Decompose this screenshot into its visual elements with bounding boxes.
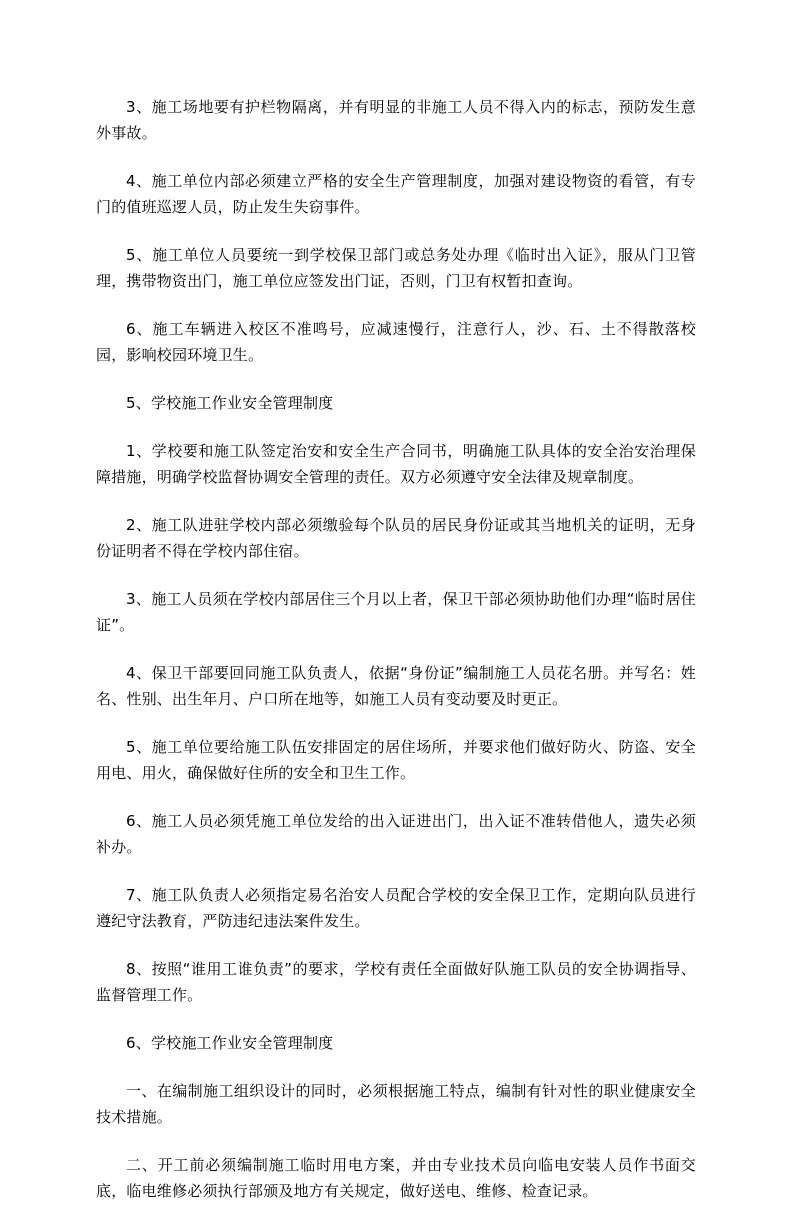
paragraph-security-staff: 7、施工队负责人必须指定易名治安人员配合学校的安全保卫工作，定期向队员进行遵纪守法教育，严防违纪违法案件发生。 <box>96 886 696 930</box>
paragraph-responsibility: 8、按照“谁用工谁负责”的要求，学校有责任全面做好队施工队员的安全协调指导、监督管理工作。 <box>96 960 696 1004</box>
document-body <box>96 94 696 1226</box>
paragraph-residence-permit: 3、施工人员须在学校内部居住三个月以上者，保卫干部必须协助他们办理“临时居住证”。 <box>96 590 696 634</box>
section-heading-5: 5、学校施工作业安全管理制度 <box>126 394 334 412</box>
paragraph-internal-safety-management: 4、施工单位内部必须建立严格的安全生产管理制度，加强对建设物资的看管，有专门的值班巡逻人员，防止发生失窃事件。 <box>96 172 696 216</box>
paragraph-temporary-power: 二、开工前必须编制施工临时用电方案，并由专业技术员向临电安装人员作书面交底，临电维修必须执行部颁及地方有关规定，做好送电、维修、检查记录。 <box>96 1156 696 1200</box>
paragraph-temporary-pass: 5、施工单位人员要统一到学校保卫部门或总务处办理《临时出入证》，服从门卫管理，携带物资出门，施工单位应签发出门证，否则，门卫有权暂扣查询。 <box>96 246 696 290</box>
section-heading-6: 6、学校施工作业安全管理制度 <box>126 1034 334 1052</box>
paragraph-living-quarters: 5、施工单位要给施工队伍安排固定的居住场所，并要求他们做好防火、防盗、安全用电、用火，确保做好住所的安全和卫生工作。 <box>96 738 696 782</box>
paragraph-entry-pass: 6、施工人员必须凭施工单位发给的出入证进出门，出入证不准转借他人，遗失必须补办。 <box>96 812 696 856</box>
paragraph-worker-roster: 4、保卫干部要回同施工队负责人，依据“身份证”编制施工人员花名册。并写名：姓名、性别、出生年月、户口所在地等，如施工人员有变动要及时更正。 <box>96 664 696 708</box>
paragraph-safety-measures: 一、在编制施工组织设计的同时，必须根据施工特点，编制有针对性的职业健康安全技术措施。 <box>96 1082 696 1126</box>
paragraph-vehicle-rules: 6、施工车辆进入校区不准鸣号，应减速慢行，注意行人，沙、石、土不得散落校园，影响校园环境卫生。 <box>96 320 696 364</box>
paragraph-id-verification: 2、施工队进驻学校内部必须缴验每个队员的居民身份证或其当地机关的证明，无身份证明者不得在学校内部住宿。 <box>96 516 696 560</box>
paragraph-safety-contract: 1、学校要和施工队签定治安和安全生产合同书，明确施工队具体的安全治安治理保障措施，明确学校监督协调安全管理的责任。双方必须遵守安全法律及规章制度。 <box>96 442 696 486</box>
paragraph-site-fencing: 3、施工场地要有护栏物隔离，并有明显的非施工人员不得入内的标志，预防发生意外事故。 <box>96 98 696 142</box>
